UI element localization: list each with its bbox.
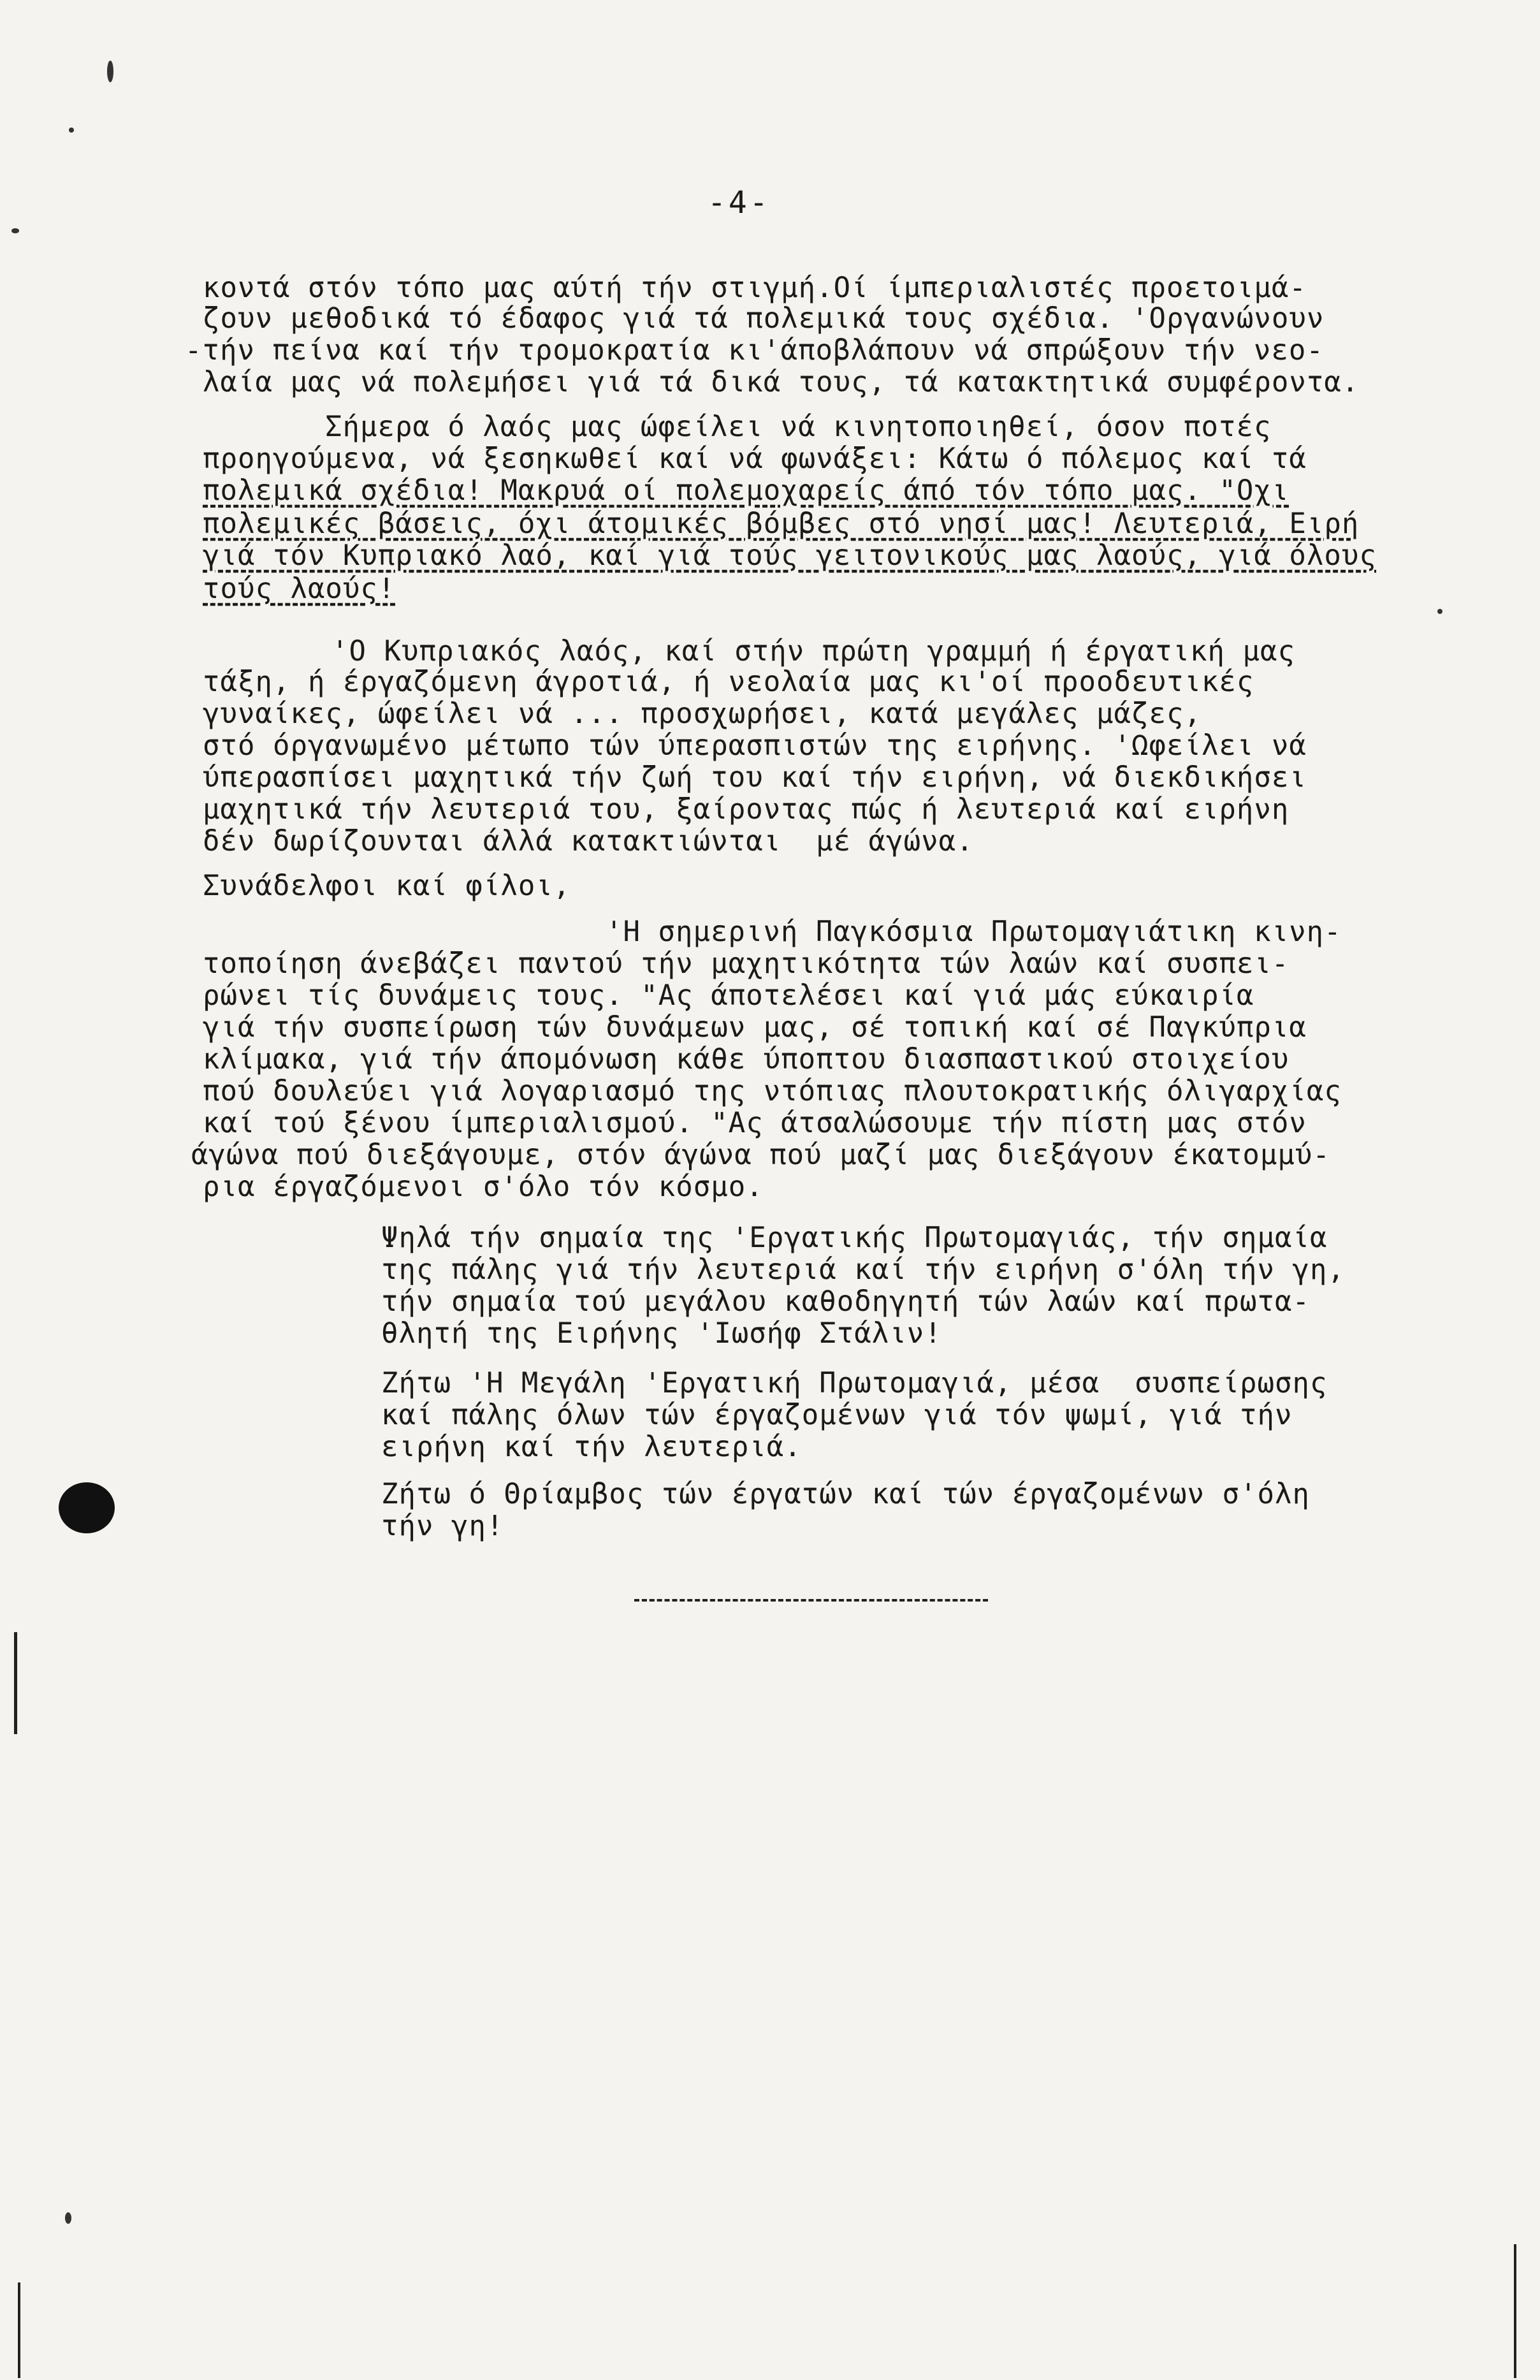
text-line: γυναίκες, ώφείλει νά ... προσχωρήσει, κατά μεγάλες μάζες, [203,697,1202,730]
text-line: ρώνει τίς δυνάμεις τους. "Ας άποτελέσει καί γιά μάς εύκαιρία [203,979,1254,1012]
text-line: ειρήνη καί τήν λευτεριά. [381,1431,802,1463]
speck-mark [69,128,74,133]
scan-edge-mark [14,1632,17,1734]
speck-mark [11,228,19,233]
text-line: 'Ο Κυπριακός λαός, καί στήν πρώτη γραμμή ή έργατική μας [331,635,1295,668]
closing-dashed-rule [634,1599,988,1602]
speck-mark [107,61,113,82]
text-line-underlined: πολεμικές βάσεις, όχι άτομικές βόμβες στό νησί μας! Λευτεριά, Ειρή [203,507,1360,540]
ink-blot [59,1482,115,1533]
text-line: καί τού ξένου ίμπεριαλισμού. "Ας άτσαλώσουμε τήν πίστη μας στόν [203,1107,1307,1139]
text-line: τάξη, ή έργαζόμενη άγροτιά, ή νεολαία μας κι'οί προοδευτικές [203,666,1254,698]
text-line: -τήν πείνα καί τήν τρομοκρατία κι'άποβλάπουν νά σπρώξουν τήν νεο- [185,334,1324,367]
text-line: Σήμερα ό λαός μας ώφείλει νά κινητοποιηθεί, όσον ποτές [325,411,1272,443]
text-line: τήν σημαία τού μεγάλου καθοδηγητή τών λαών καί πρωτα- [381,1285,1310,1318]
text-line: Ζήτω ό Θρίαμβος τών έργατών καί τών έργαζομένων σ'όλη [381,1478,1310,1510]
text-line: κλίμακα, γιά τήν άπομόνωση κάθε ύποπτου διασπαστικού στοιχείου [203,1043,1289,1076]
text-line-underlined: τούς λαούς! [203,573,396,605]
text-line: ζουν μεθοδικά τό έδαφος γιά τά πολεμικά τους σχέδια. 'Οργανώνουν [203,302,1325,335]
text-line: πού δουλεύει γιά λογαριασμό της ντόπιας πλουτοκρατικής όλιγαρχίας [203,1075,1342,1107]
text-line: τήν γη! [381,1510,504,1542]
scan-edge-mark [1514,2244,1516,2378]
text-line: προηγούμενα, νά ξεσηκωθεί καί νά φωνάξει: Κάτω ό πόλεμος καί τά [203,442,1307,475]
text-line: άγώνα πού διεξάγουμε, στόν άγώνα πού μαζί μας διεξάγουν έκατομμύ- [191,1139,1330,1171]
text-line: της πάλης γιά τήν λευτεριά καί τήν ειρήνη σ'όλη τήν γη, [381,1253,1345,1286]
text-line: μαχητικά τήν λευτεριά του, ξαίροντας πώς ή λευτεριά καί ειρήνη [203,793,1289,826]
text-line: τοποίηση άνεβάζει παντού τήν μαχητικότητα τών λαών καί συσπει- [203,947,1289,980]
text-line-underlined: πολεμικά σχέδια! Μακρυά οί πολεμοχαρείς άπό τόν τόπο μας. "Οχι [203,474,1289,507]
speck-mark [1437,609,1442,614]
text-line: θλητή της Ειρήνης 'Ιωσήφ Στάλιν! [381,1317,942,1350]
text-line: Ζήτω 'Η Μεγάλη 'Εργατική Πρωτομαγιά, μέσα συσπείρωσης [381,1367,1328,1399]
text-line: καί πάλης όλων τών έργαζομένων γιά τόν ψωμί, γιά τήν [381,1399,1293,1431]
text-line: κοντά στόν τόπο μας αύτή τήν στιγμή.Οί ίμπεριαλιστές προετοιμά- [203,272,1307,304]
text-line: στό όργανωμένο μέτωπο τών ύπερασπιστών της ειρήνης. 'Ωφείλει νά [203,729,1307,762]
text-line: 'Η σημερινή Παγκόσμια Πρωτομαγιάτικη κινη- [606,916,1342,948]
salutation: Συνάδελφοι καί φίλοι, [203,870,571,902]
text-line: Ψηλά τήν σημαία της 'Εργατικής Πρωτομαγιάς, τήν σημαία [381,1222,1328,1254]
text-line-underlined: γιά τόν Κυπριακό λαό, καί γιά τούς γειτονικούς μας λαούς, γιά όλους [203,539,1377,572]
text-line: ρια έργαζόμενοι σ'όλο τόν κόσμο. [203,1171,764,1203]
text-line: λαία μας νά πολεμήσει γιά τά δικά τους, τά κατακτητικά συμφέροντα. [203,366,1360,398]
speck-mark [65,2212,71,2224]
text-line: ύπερασπίσει μαχητικά τήν ζωή του καί τήν ειρήνη, νά διεκδικήσει [203,761,1307,794]
page-number: -4- [708,185,771,221]
text-line: δέν δωρίζουνται άλλά κατακτιώνται μέ άγώνα. [203,825,974,858]
scan-edge-mark [18,2282,20,2378]
text-line: γιά τήν συσπείρωση τών δυνάμεων μας, σέ τοπική καί σέ Παγκύπρια [203,1011,1307,1044]
